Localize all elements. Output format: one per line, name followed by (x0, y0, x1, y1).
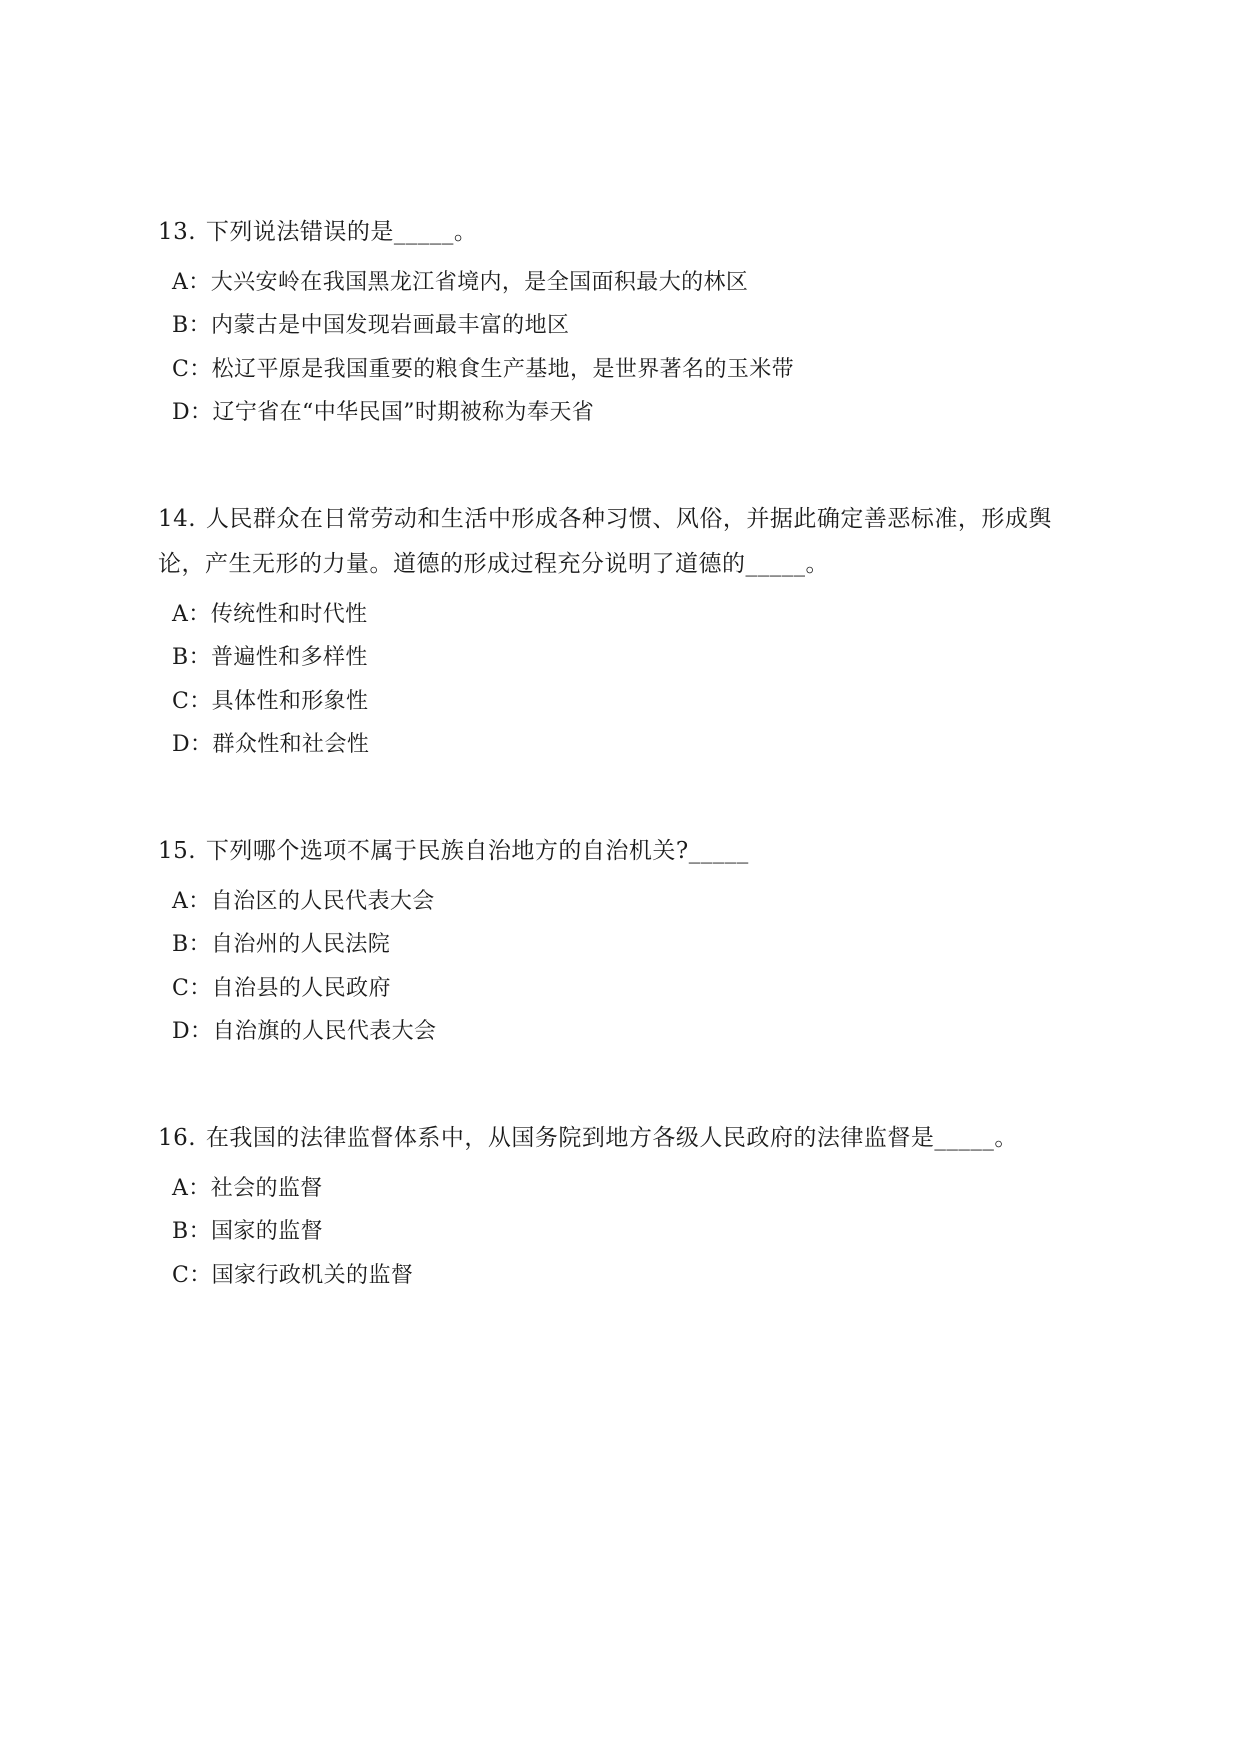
list-item[interactable] (158, 304, 1098, 348)
question-item (158, 210, 1098, 435)
option-letter: B： (172, 645, 211, 671)
option-text: 大兴安岭在我国黑龙江省境内，是全国面积最大的林区 (210, 269, 749, 295)
question-stem (158, 497, 1098, 587)
question-item (158, 497, 1098, 767)
option-letter: A： (172, 1175, 211, 1201)
option-letter: C： (172, 688, 212, 714)
list-item[interactable] (158, 1167, 1098, 1211)
question-stem (158, 1116, 1098, 1161)
option-text: 辽宁省在“中华民国”时期被称为奉天省 (212, 400, 595, 426)
option-list (158, 261, 1098, 435)
option-text: 群众性和社会性 (212, 732, 370, 758)
question-item (158, 829, 1098, 1054)
option-text: 内蒙古是中国发现岩画最丰富的地区 (210, 313, 570, 339)
option-list (158, 880, 1098, 1054)
list-item[interactable] (158, 880, 1098, 924)
list-item[interactable] (158, 261, 1098, 305)
option-text: 松辽平原是我国重要的粮食生产基地，是世界著名的玉米带 (211, 356, 795, 382)
question-item (158, 1116, 1098, 1297)
list-item[interactable] (158, 391, 1098, 435)
option-text: 普遍性和多样性 (210, 645, 368, 671)
list-item[interactable] (158, 348, 1098, 392)
option-text: 自治区的人民代表大会 (210, 888, 435, 914)
option-list (158, 593, 1098, 767)
list-item[interactable] (158, 967, 1098, 1011)
option-letter: A： (172, 601, 211, 627)
question-text: 人民群众在日常劳动和生活中形成各种习惯、风俗，并据此确定善恶标准，形成舆论，产生无形的力量。道德的形成过程充分说明了道德的_____。 (158, 506, 1052, 577)
list-item[interactable] (158, 1010, 1098, 1054)
option-text: 国家的监督 (210, 1219, 323, 1245)
option-text: 自治旗的人民代表大会 (212, 1019, 437, 1045)
question-number: 16. (158, 1124, 197, 1151)
option-letter: D： (172, 732, 213, 758)
list-item[interactable] (158, 923, 1098, 967)
option-text: 自治县的人民政府 (211, 975, 391, 1001)
option-letter: D： (172, 1019, 213, 1045)
option-letter: A： (172, 269, 211, 295)
list-item[interactable] (158, 680, 1098, 724)
option-letter: B： (172, 932, 211, 958)
option-text: 社会的监督 (210, 1175, 323, 1201)
question-stem (158, 829, 1098, 874)
option-letter: C： (172, 975, 212, 1001)
questions-container (158, 210, 1098, 1359)
list-item[interactable] (158, 593, 1098, 637)
option-letter: B： (172, 313, 211, 339)
list-item[interactable] (158, 636, 1098, 680)
question-text: 下列说法错误的是_____。 (205, 219, 478, 245)
option-letter: D： (172, 400, 213, 426)
list-item[interactable] (158, 1254, 1098, 1298)
question-stem (158, 210, 1098, 255)
list-item[interactable] (158, 723, 1098, 767)
option-text: 传统性和时代性 (210, 601, 368, 627)
option-text: 自治州的人民法院 (210, 932, 391, 958)
option-text: 具体性和形象性 (211, 688, 369, 714)
option-list (158, 1167, 1098, 1298)
question-number: 15. (158, 837, 197, 864)
option-text: 国家行政机关的监督 (211, 1262, 414, 1288)
question-text: 下列哪个选项不属于民族自治地方的自治机关?_____ (205, 837, 749, 864)
option-letter: A： (172, 888, 211, 914)
option-letter: C： (172, 356, 212, 382)
option-letter: C： (172, 1262, 212, 1288)
question-number: 14. (158, 506, 197, 533)
list-item[interactable] (158, 1210, 1098, 1254)
question-number: 13. (158, 219, 197, 245)
question-text: 在我国的法律监督体系中，从国务院到地方各级人民政府的法律监督是_____。 (205, 1124, 1018, 1151)
option-letter: B： (172, 1219, 211, 1245)
